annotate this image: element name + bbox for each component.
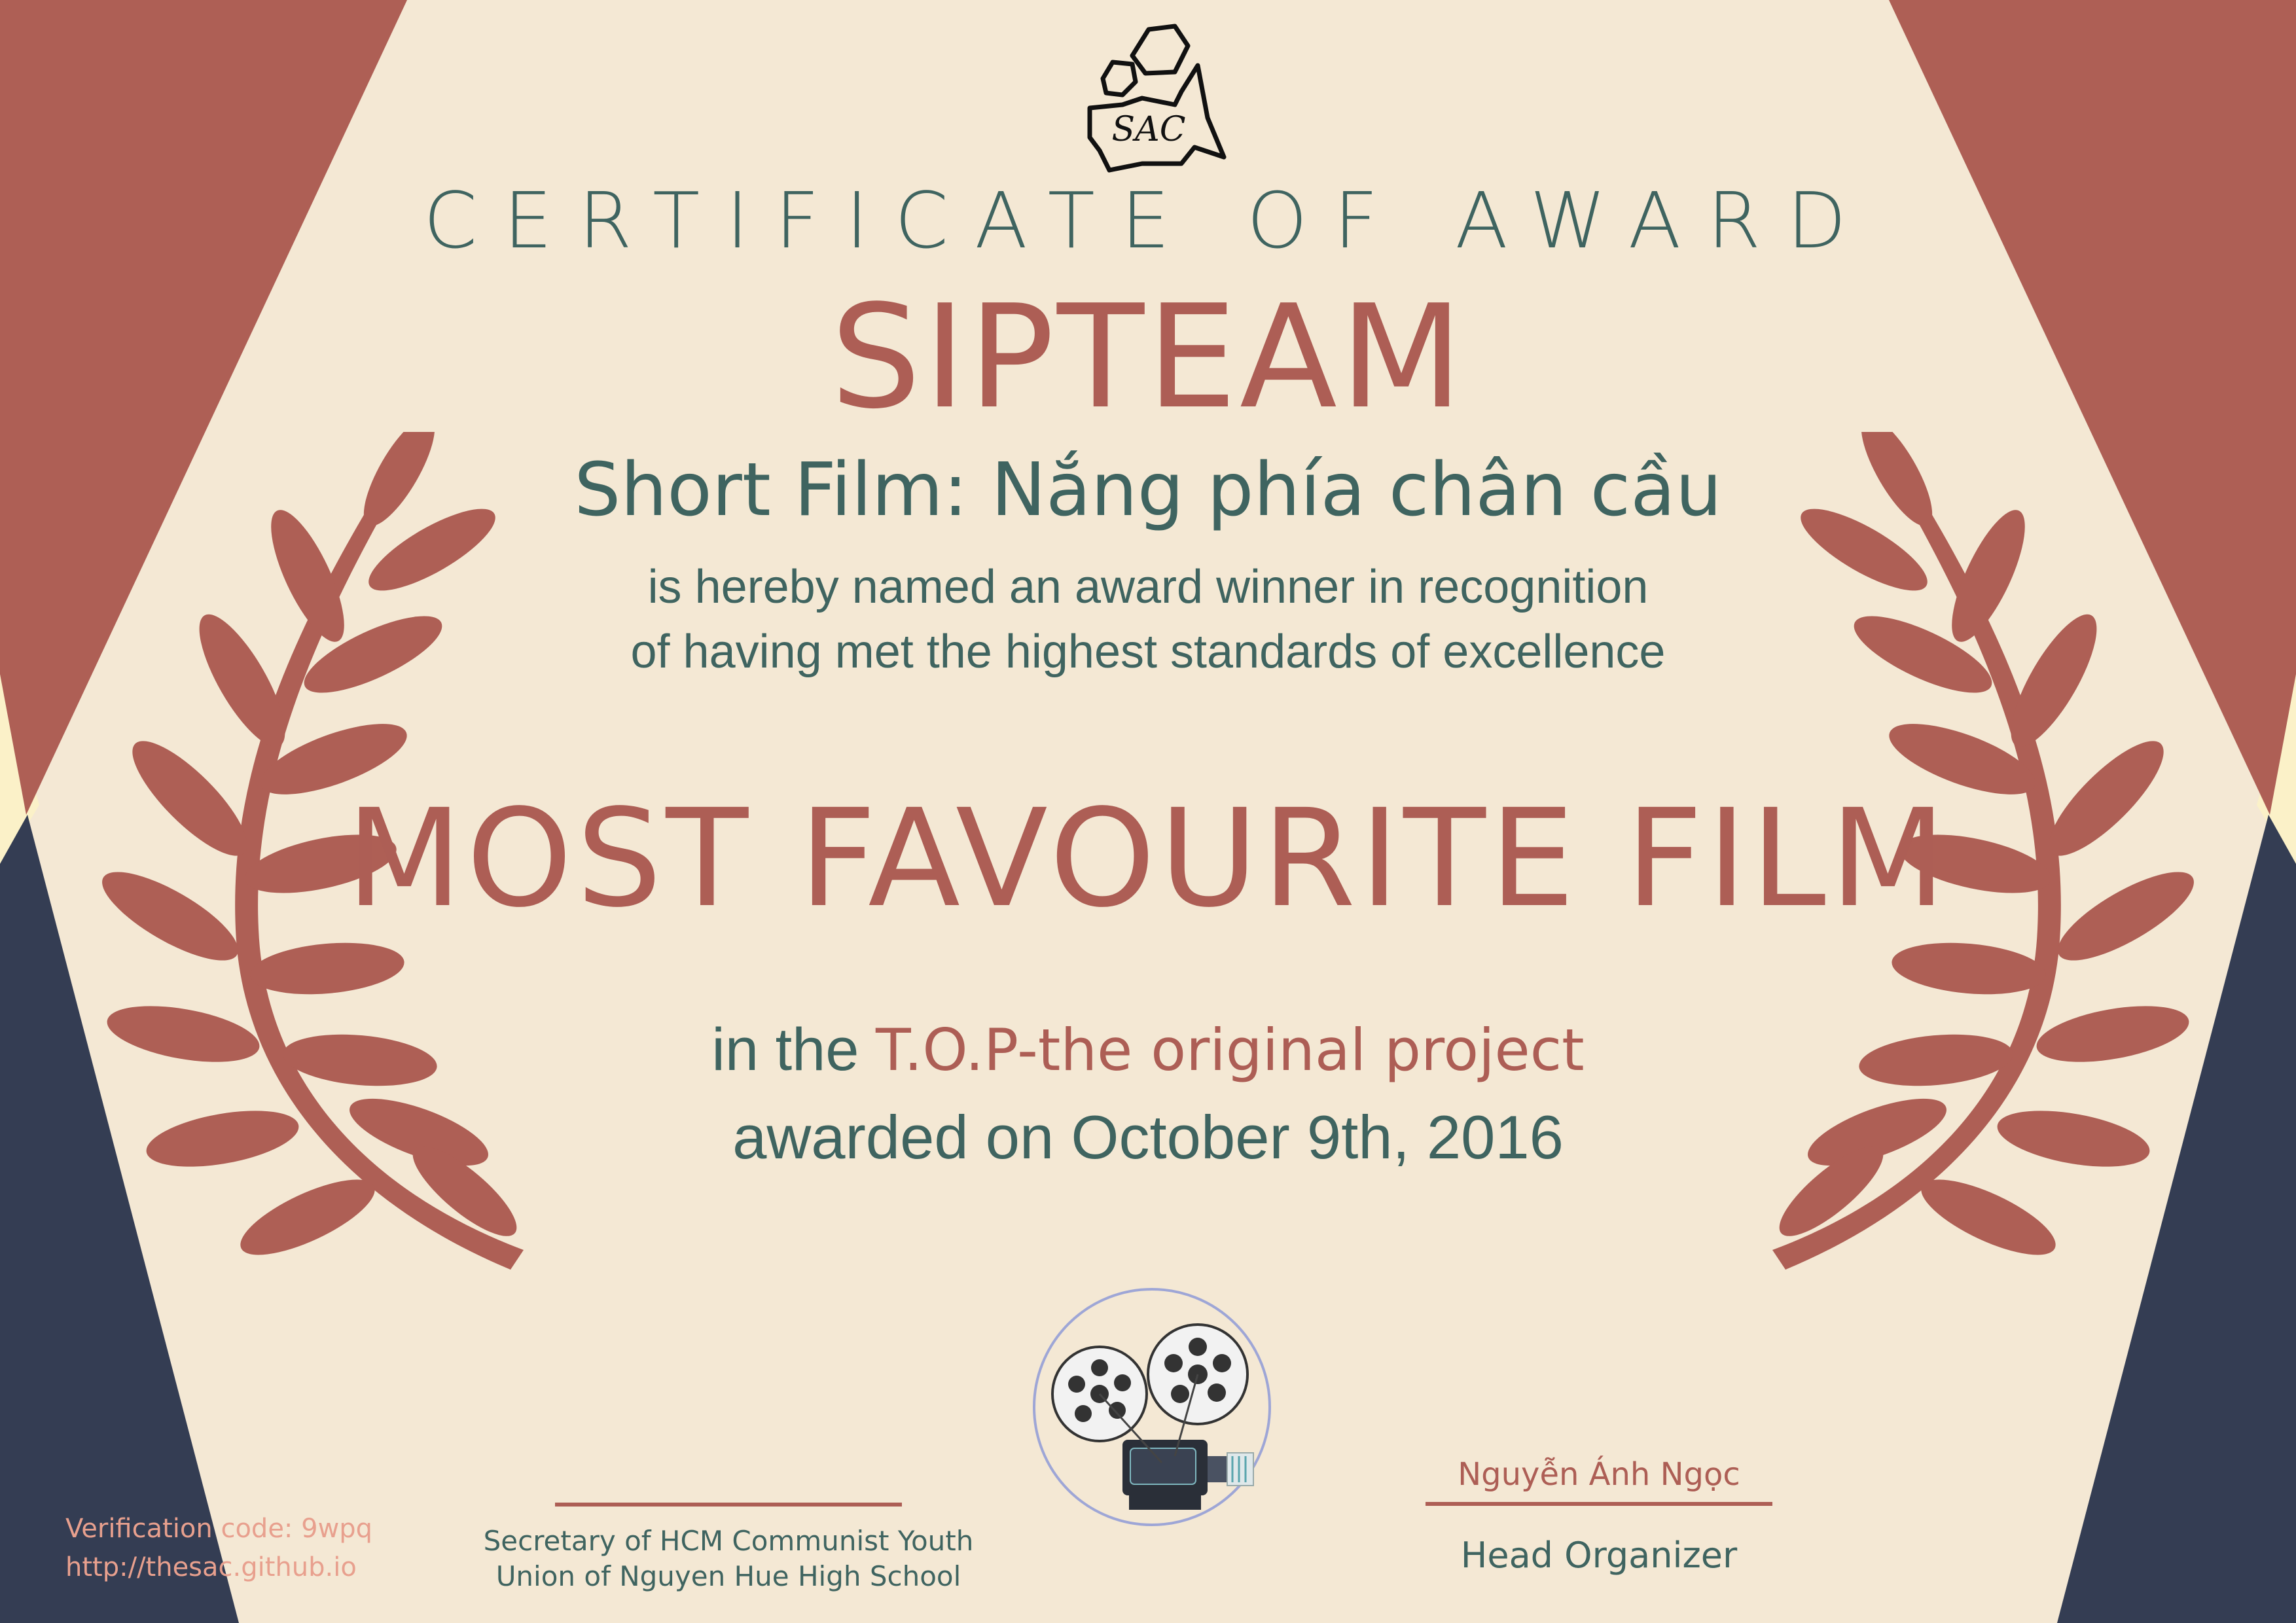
certificate-heading: CERTIFICATE OF AWARD bbox=[423, 175, 1873, 266]
right-signature-name: Nguyễn Ánh Ngọc bbox=[1458, 1456, 1740, 1493]
description-line-1: is hereby named an award winner in recognition bbox=[647, 561, 1649, 613]
award-title: MOST FAVOURITE FILM bbox=[346, 780, 1950, 937]
verification-url[interactable]: http://thesac.github.io bbox=[65, 1552, 357, 1582]
award-date: awarded on October 9th, 2016 bbox=[732, 1103, 1564, 1171]
right-signature-title: Head Organizer bbox=[1460, 1535, 1738, 1576]
verification-code: Verification code: 9wpq bbox=[65, 1514, 373, 1544]
project-prefix: in the bbox=[711, 1016, 859, 1083]
logo-text: SAC bbox=[1111, 110, 1186, 149]
left-signature-line bbox=[555, 1503, 902, 1507]
left-signature-title-2: Union of Nguyen Hue High School bbox=[495, 1560, 961, 1592]
recipient-name: SIPTEAM bbox=[830, 275, 1466, 440]
project-line bbox=[0, 1016, 2296, 1084]
sac-logo-icon bbox=[1077, 20, 1234, 177]
film-title: Short Film: Nắng phía chân cầu bbox=[574, 448, 1722, 533]
description-line-2: of having met the highest standards of excellence bbox=[630, 626, 1666, 678]
project-name: T.O.P-the original project bbox=[876, 1016, 1585, 1084]
right-signature-line bbox=[1426, 1502, 1772, 1506]
film-projector-icon bbox=[1031, 1286, 1273, 1528]
left-signature-title-1: Secretary of HCM Communist Youth bbox=[483, 1525, 974, 1557]
